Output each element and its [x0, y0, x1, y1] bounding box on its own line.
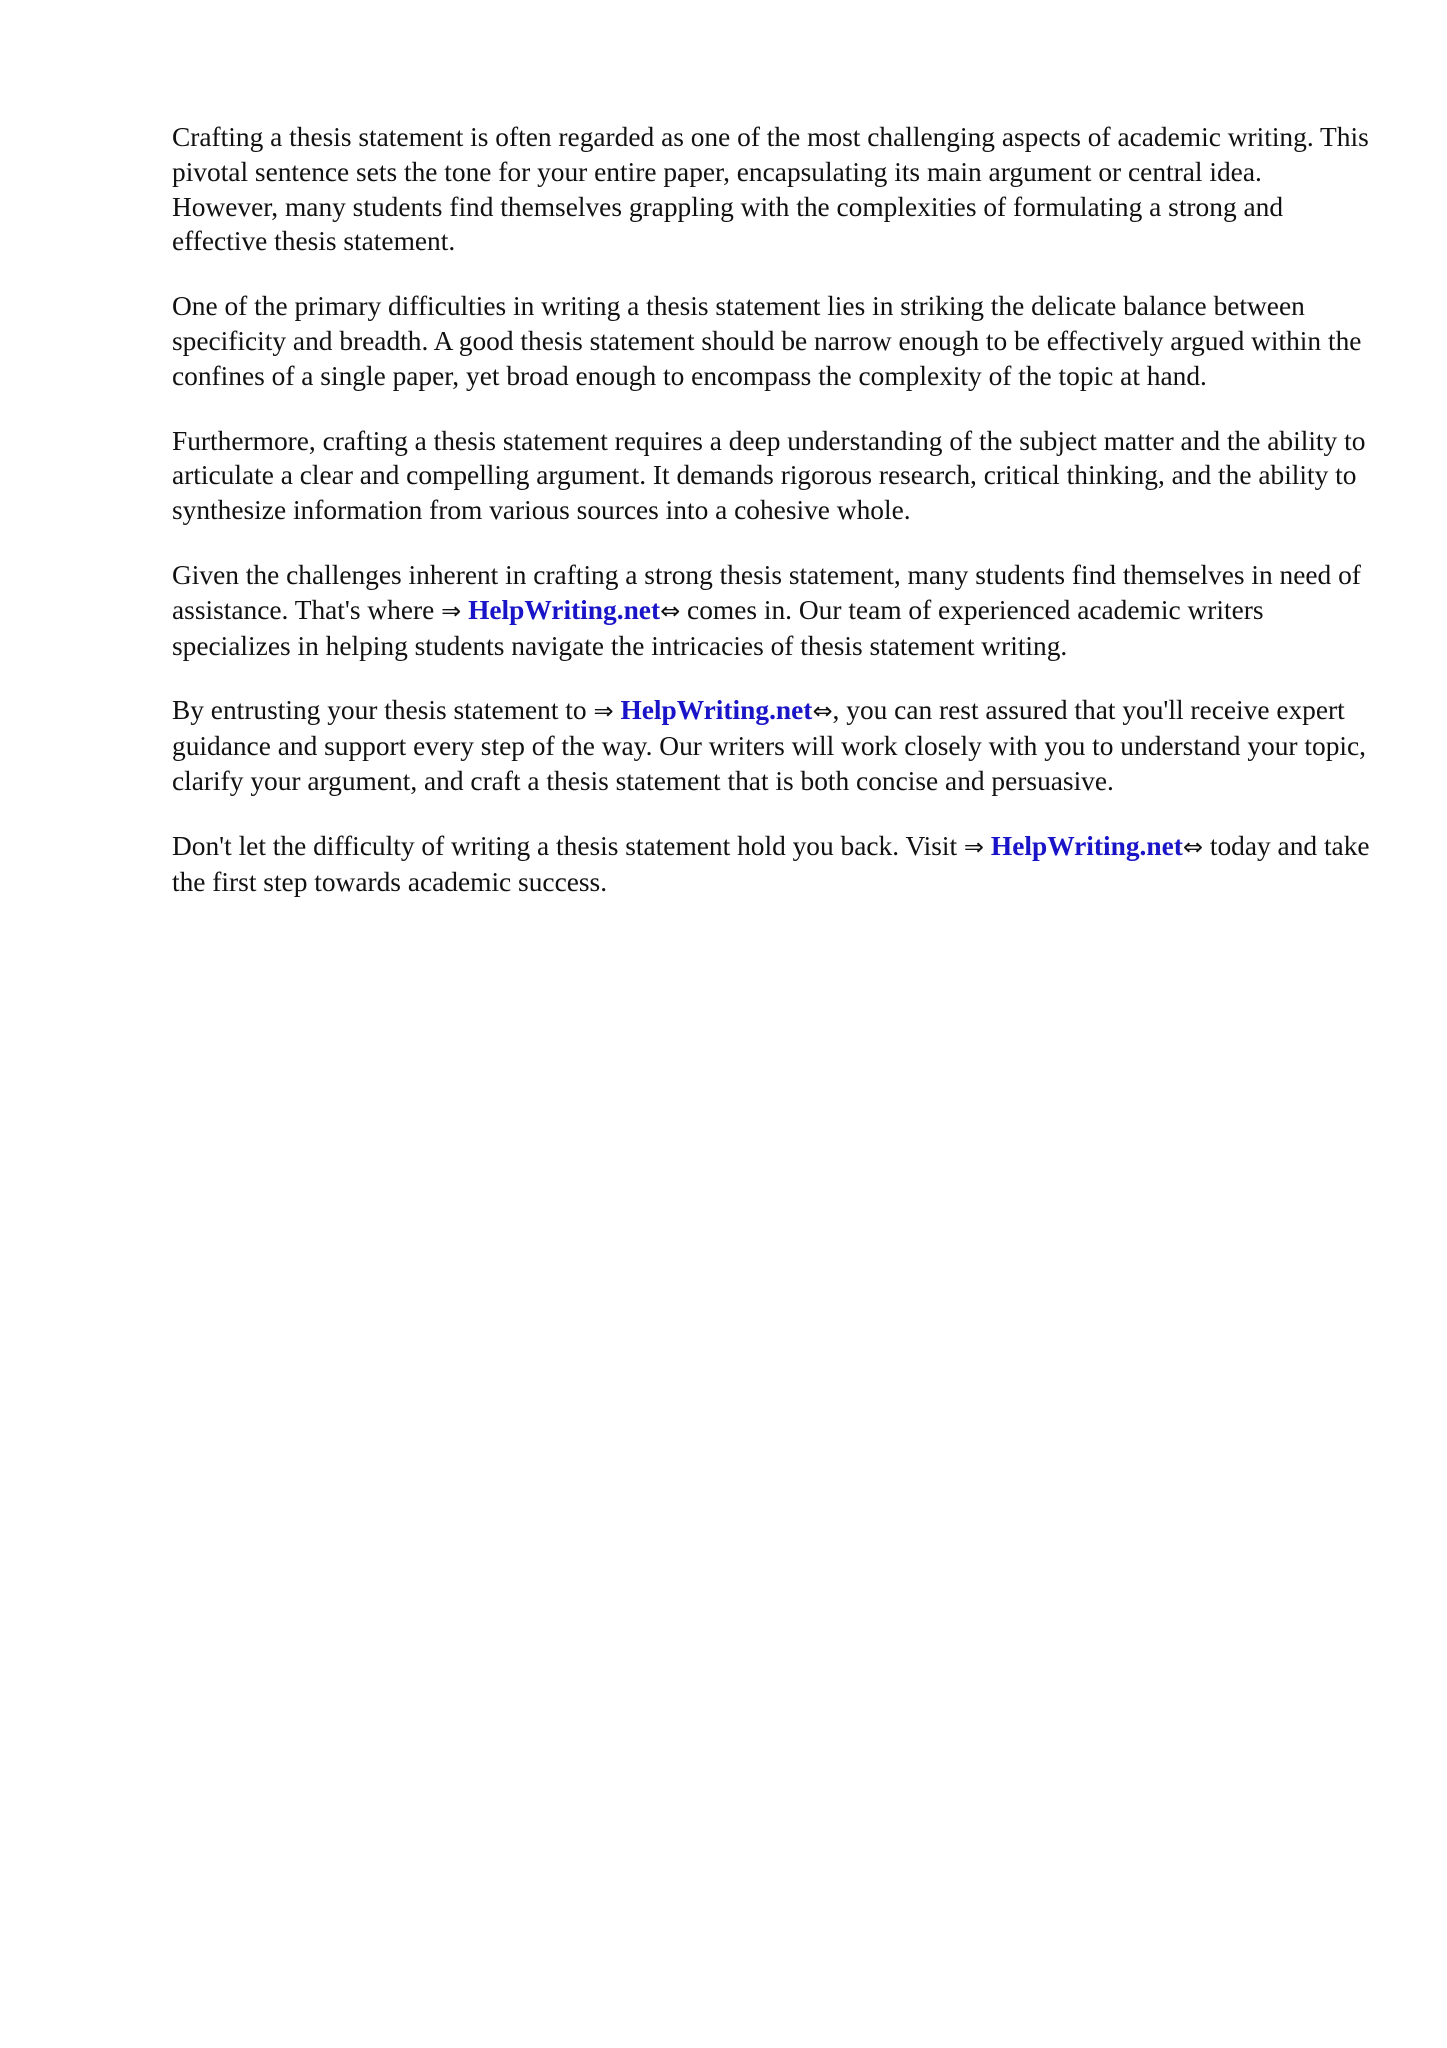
paragraph-difficulties: One of the primary difficulties in writing a thesis statement lies in striking the delicate balance between specificity and breadth. A good thesis statement should be narrow enough to be effectively argued within the confines of a single paper, yet broad enough to encompass the complexity of the topic at hand. — [172, 291, 1362, 391]
paragraph-entrusting — [172, 693, 1372, 798]
double-arrow-icon: ⇔ — [812, 697, 833, 726]
paragraph-text: today and take the first step towards academic success. — [172, 830, 1370, 897]
document-body — [172, 120, 1372, 929]
helpwriting-link[interactable]: HelpWriting.net — [620, 695, 813, 726]
paragraph-understanding: Furthermore, crafting a thesis statement requires a deep understanding of the subject matter and the ability to articulate a clear and compelling argument. It demands rigorous research, critical thinking, and the ability to synthesize information from various sources into a cohesive whole. — [172, 425, 1366, 526]
double-arrow-icon: ⇔ — [660, 596, 681, 625]
paragraph-text: comes in. Our team of experienced academic writers specializes in helping students navigate the intricacies of thesis statement writing. — [172, 594, 1264, 661]
helpwriting-link[interactable]: HelpWriting.net — [990, 830, 1183, 861]
double-arrow-icon: ⇔ — [1182, 832, 1203, 861]
paragraph-text: Don't let the difficulty of writing a thesis statement hold you back. Visit — [172, 830, 964, 861]
right-arrow-icon: ⇒ — [593, 697, 614, 726]
paragraph-text: By entrusting your thesis statement to — [172, 695, 594, 726]
right-arrow-icon: ⇒ — [963, 832, 985, 861]
helpwriting-link[interactable]: HelpWriting.net — [468, 594, 661, 625]
paragraph-intro: Crafting a thesis statement is often regarded as one of the most challenging aspects of academic writing. This pivotal sentence sets the tone for your entire paper, encapsulating its main argument or central idea. However, many students find themselves grappling with the complexities of formulating a strong and effective thesis statement. — [172, 122, 1369, 257]
paragraph-text: , you can rest assured that you'll receive expert guidance and support every step of the way. Our writers will work closely with you to understand your topic, clarify your argument, and craft a thesis statement that is both concise and persuasive. — [172, 695, 1367, 796]
paragraph-text: Given the challenges inherent in crafting a strong thesis statement, many students find themselves in need of assistance. That's where — [172, 559, 1361, 625]
right-arrow-icon: ⇒ — [441, 596, 462, 625]
paragraph-call-to-action — [172, 829, 1372, 900]
paragraph-assistance — [172, 558, 1372, 663]
